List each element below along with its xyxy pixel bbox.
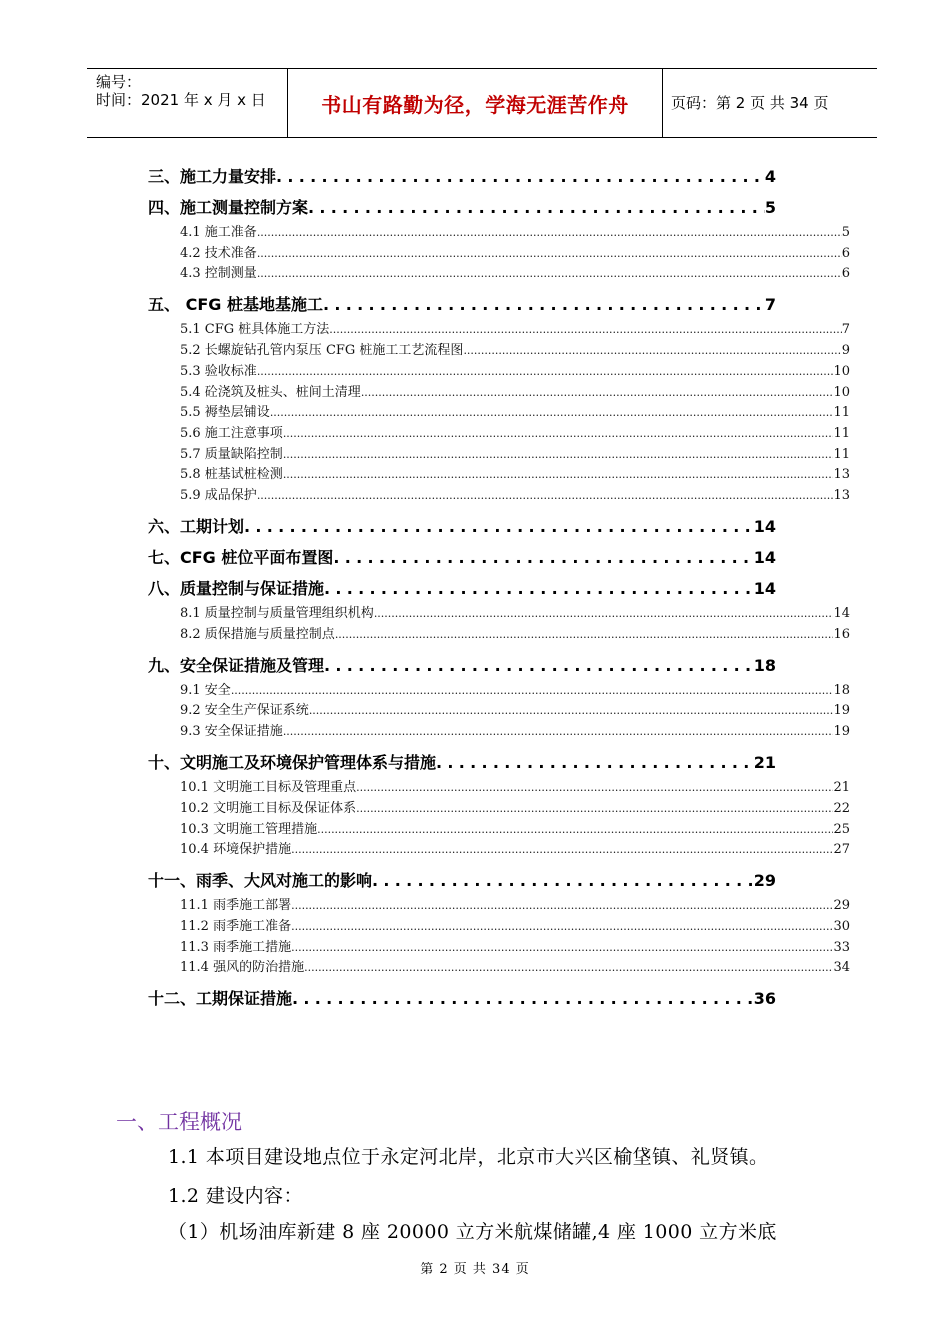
toc-entry-main[interactable] <box>148 545 776 569</box>
toc-entry-page: 6 <box>841 266 850 282</box>
toc-entry-sub[interactable] <box>180 339 850 359</box>
toc-leader-dots <box>283 725 834 738</box>
toc-leader-dots <box>324 579 754 598</box>
toc-entry-title: 六、工期计划 <box>148 517 245 536</box>
toc-leader-dots <box>436 753 754 772</box>
toc-entry-sub[interactable] <box>180 679 850 699</box>
toc-leader-dots <box>283 468 834 481</box>
toc-leader-dots <box>329 323 841 336</box>
toc-leader-dots <box>374 607 834 620</box>
toc-entry-page: 5 <box>841 225 850 240</box>
toc-entry-title: 5.7 质量缺陷控制 <box>180 446 283 462</box>
section-heading: 一、工程概况 <box>116 1110 242 1134</box>
toc-entry-page: 9 <box>841 343 850 359</box>
toc-entry-page: 30 <box>833 918 850 934</box>
toc-entry-title: 10.2 文明施工目标及保证体系 <box>180 800 357 816</box>
toc-entry-sub[interactable] <box>180 422 850 442</box>
toc-entry-sub[interactable] <box>180 318 850 338</box>
toc-entry-sub[interactable] <box>180 699 850 719</box>
toc-entry-title: 9.3 安全保证措施 <box>180 724 283 740</box>
toc-leader-dots <box>333 548 753 567</box>
toc-leader-dots <box>257 247 842 260</box>
toc-entry-sub[interactable] <box>180 818 850 838</box>
toc-entry-sub[interactable] <box>180 602 850 622</box>
toc-entry-main[interactable] <box>148 653 776 677</box>
toc-leader-dots <box>323 295 765 314</box>
toc-entry-page: 21 <box>753 753 776 773</box>
toc-entry-main[interactable] <box>148 576 776 600</box>
toc-leader-dots <box>372 871 754 890</box>
toc-entry-title: 5.4 砼浇筑及桩头、桩间土清理 <box>180 384 361 400</box>
toc-entry-title: 4.2 技术准备 <box>180 245 257 261</box>
body-paragraph: 1.2 建设内容： <box>168 1185 303 1207</box>
toc-entry-page: 18 <box>833 682 850 698</box>
toc-entry-sub[interactable] <box>180 797 850 817</box>
toc-entry-page: 34 <box>833 960 850 976</box>
toc-entry-page: 7 <box>841 322 850 338</box>
toc-entry-title: 5.8 桩基试桩检测 <box>180 467 283 483</box>
toc-leader-dots <box>231 684 834 697</box>
toc-leader-dots <box>291 899 833 912</box>
toc-entry-title: 5.9 成品保护 <box>180 488 257 503</box>
toc-entry-title: 10.3 文明施工管理措施 <box>180 821 318 837</box>
toc-leader-dots <box>283 427 834 440</box>
toc-entry-page: 14 <box>753 579 776 598</box>
page-header <box>87 68 877 138</box>
toc-entry-page: 11 <box>833 425 850 441</box>
toc-entry-title: 10.4 环境保护措施 <box>180 842 292 858</box>
toc-entry-main[interactable] <box>148 868 776 892</box>
toc-entry-sub[interactable] <box>180 623 850 643</box>
toc-entry-title: 4.1 施工准备 <box>180 225 257 240</box>
header-page-label: 页码：第 2 页 共 34 页 <box>671 93 829 112</box>
toc-entry-page: 19 <box>833 724 850 740</box>
header-page-cell <box>662 69 877 137</box>
toc-leader-dots <box>257 267 842 280</box>
toc-entry-title: 11.1 雨季施工部署 <box>180 898 292 914</box>
toc-entry-main[interactable] <box>148 292 776 316</box>
toc-entry-sub[interactable] <box>180 360 850 380</box>
toc-entry-main[interactable] <box>148 164 776 188</box>
toc-leader-dots <box>276 167 765 186</box>
toc-entry-page: 4 <box>764 167 776 186</box>
toc-entry-page: 10 <box>833 363 850 379</box>
toc-entry-title: 9.2 安全生产保证系统 <box>180 703 309 719</box>
toc-entry-sub[interactable] <box>180 401 850 421</box>
toc-entry-title: 11.3 雨季施工措施 <box>180 939 292 955</box>
toc-entry-title: 8.2 质保措施与质量控制点 <box>180 626 335 642</box>
toc-entry-sub[interactable] <box>180 262 850 282</box>
toc-entry-page: 11 <box>833 446 850 462</box>
toc-entry-page: 6 <box>841 245 850 261</box>
toc-leader-dots <box>317 823 833 836</box>
toc-entry-sub[interactable] <box>180 776 850 796</box>
toc-entry-sub[interactable] <box>180 484 850 504</box>
toc-entry-sub[interactable] <box>180 221 850 241</box>
toc-leader-dots <box>356 802 833 815</box>
toc-leader-dots <box>304 961 833 974</box>
toc-entry-page: 11 <box>833 405 850 421</box>
toc-entry-title: 十二、工期保证措施 <box>148 989 293 1009</box>
header-motto-cell <box>287 69 663 137</box>
toc-leader-dots <box>291 941 833 954</box>
toc-leader-dots <box>291 843 833 856</box>
document-number-label: 编号： <box>96 73 142 91</box>
toc-entry-page: 10 <box>833 384 850 400</box>
toc-entry-title: 8.1 质量控制与质量管理组织机构 <box>180 606 374 621</box>
toc-entry-page: 14 <box>753 517 776 536</box>
toc-entry-title: 5.2 长螺旋钻孔管内泵压 CFG 桩施工工艺流程图 <box>180 343 464 359</box>
toc-leader-dots <box>356 781 833 794</box>
toc-entry-title: 十一、雨季、大风对施工的影响 <box>148 871 373 891</box>
toc-leader-dots <box>324 656 754 675</box>
toc-entry-title: 七、CFG 桩位平面布置图 <box>148 548 334 567</box>
toc-entry-main[interactable] <box>148 195 776 219</box>
toc-entry-title: 四、施工测量控制方案 <box>148 198 309 217</box>
toc-entry-sub[interactable] <box>180 443 850 463</box>
toc-entry-page: 5 <box>764 198 776 217</box>
toc-leader-dots <box>257 365 834 378</box>
header-motto: 书山有路勤为径，学海无涯苦作舟 <box>321 92 629 117</box>
document-time-label: 时间：2021 年 x 月 x 日 <box>96 91 266 109</box>
toc-entry-title: 三、施工力量安排 <box>148 167 277 186</box>
toc-leader-dots <box>308 198 765 217</box>
toc-entry-title: 5.1 CFG 桩具体施工方法 <box>180 322 330 338</box>
toc-entry-title: 八、质量控制与保证措施 <box>148 579 325 598</box>
toc-entry-sub[interactable] <box>180 463 850 483</box>
toc-entry-title: 5.3 验收标准 <box>180 363 257 379</box>
toc-entry-page: 25 <box>833 821 850 837</box>
toc-entry-sub[interactable] <box>180 894 850 914</box>
toc-entry-main[interactable] <box>148 986 776 1010</box>
toc-entry-page: 19 <box>833 703 850 719</box>
toc-entry-title: 九、安全保证措施及管理 <box>148 655 325 675</box>
toc-entry-title: 十、文明施工及环境保护管理体系与措施 <box>148 753 437 773</box>
toc-entry-sub[interactable] <box>180 956 850 976</box>
toc-entry-title: 4.3 控制测量 <box>180 266 257 282</box>
toc-entry-page: 14 <box>833 606 850 621</box>
toc-entry-sub[interactable] <box>180 838 850 858</box>
body-paragraph: 1.1 本项目建设地点位于永定河北岸，北京市大兴区榆垡镇、礼贤镇。 <box>168 1146 769 1168</box>
toc-entry-title: 11.2 雨季施工准备 <box>180 918 292 934</box>
toc-entry-page: 33 <box>833 939 850 955</box>
body-paragraph: （1）机场油库新建 8 座 20000 立方米航煤储罐,4 座 1000 立方米底 <box>168 1221 777 1243</box>
page-footer: 第 2 页 共 34 页 <box>420 1262 530 1277</box>
toc-entry-page: 13 <box>833 488 850 503</box>
toc-entry-title: 11.4 强风的防治措施 <box>180 960 305 976</box>
toc-leader-dots <box>309 704 834 717</box>
toc-leader-dots <box>463 344 841 357</box>
toc-leader-dots <box>257 226 842 239</box>
toc-entry-page: 36 <box>753 989 776 1009</box>
toc-leader-dots <box>244 517 754 536</box>
toc-entry-page: 22 <box>833 800 850 816</box>
toc-entry-title: 5.5 褥垫层铺设 <box>180 405 270 421</box>
toc-entry-title: 9.1 安全 <box>180 682 231 698</box>
toc-entry-page: 16 <box>833 626 850 642</box>
toc-entry-title: 5.6 施工注意事项 <box>180 425 283 441</box>
toc-entry-sub[interactable] <box>180 381 850 401</box>
toc-entry-main[interactable] <box>148 514 776 538</box>
toc-entry-title: 五、 CFG 桩基地基施工 <box>148 295 323 315</box>
toc-entry-page: 18 <box>753 655 776 675</box>
toc-leader-dots <box>270 406 834 419</box>
toc-leader-dots <box>291 920 833 933</box>
toc-leader-dots <box>361 386 834 399</box>
toc-leader-dots <box>257 489 834 502</box>
toc-entry-sub[interactable] <box>180 242 850 262</box>
toc-entry-page: 21 <box>833 780 850 796</box>
toc-entry-main[interactable] <box>148 750 776 774</box>
toc-entry-page: 29 <box>833 898 850 914</box>
toc-entry-page: 14 <box>753 548 776 567</box>
toc-leader-dots <box>292 989 754 1008</box>
toc-entry-sub[interactable] <box>180 936 850 956</box>
toc-leader-dots <box>335 628 834 641</box>
toc-leader-dots <box>283 448 834 461</box>
toc-entry-page: 29 <box>753 871 776 891</box>
toc-entry-page: 7 <box>764 295 776 315</box>
toc-entry-title: 10.1 文明施工目标及管理重点 <box>180 780 357 796</box>
toc-entry-sub[interactable] <box>180 720 850 740</box>
toc-entry-page: 27 <box>833 842 850 858</box>
toc-entry-sub[interactable] <box>180 915 850 935</box>
header-meta-cell <box>87 69 287 137</box>
toc-entry-page: 13 <box>833 467 850 483</box>
